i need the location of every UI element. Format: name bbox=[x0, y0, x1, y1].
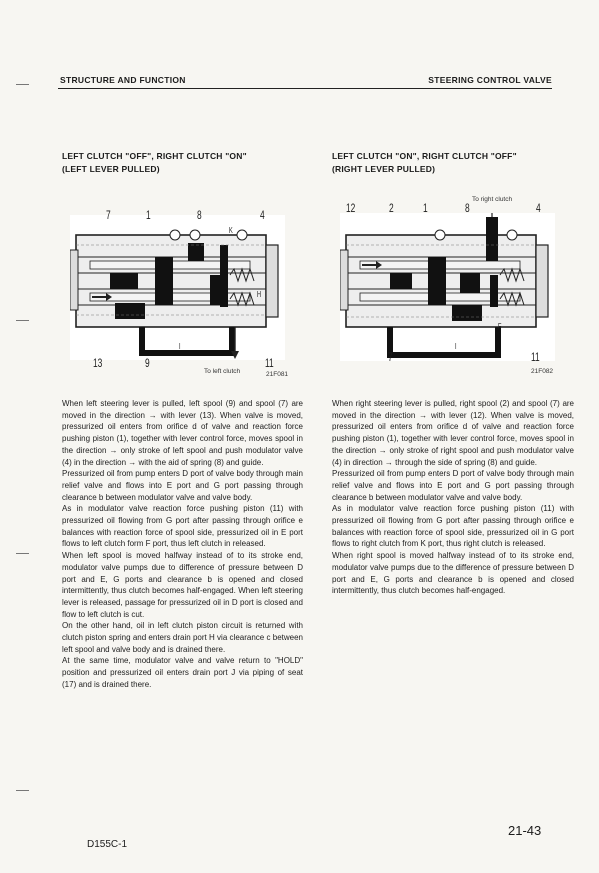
callout-8: 8 bbox=[197, 208, 202, 222]
callout-13: 13 bbox=[93, 356, 103, 370]
header-rule bbox=[58, 88, 552, 89]
paragraph: Pressurized oil from pump enters D port of valve body through main relief valve and flows into E port and G port passing through clearance b between modulator valve and valve body. bbox=[332, 469, 574, 502]
callout-12: 12 bbox=[346, 201, 356, 215]
page-number: 21-43 bbox=[508, 823, 542, 838]
paragraph: As in modulator valve reaction force pushing piston (11) with pressurized oil flowing from G port after passing through orifice e balances with reaction force of spool side, pressurized oil in E port flows to left clutch form F port, thus left clutch in released. bbox=[62, 504, 303, 549]
port-i-label-right: I bbox=[455, 342, 457, 351]
callout-8-right: 8 bbox=[465, 201, 470, 215]
paragraph: When left spool is moved halfway instead of to its stroke end, modulator valve pumps due to difference of pressure between D port and E, G ports and clearance b is opened and closed intermittently, thus clutch becomes half-engaged. When left steering lever is released, passage for pressurized oil in D port is closed and flow to left clutch is cut. bbox=[62, 551, 303, 619]
paragraph: When right steering lever is pulled, right spool (2) and spool (7) are moved in the direction → with lever (12). When valve is moved, pressurized oil enters from orifice d of valve and reaction force pushing piston (1), together with lever control force, moves spool in the direction → only stroke of right spool and push modulator valve (4) in direction → through the side of spring (8) and guide. bbox=[332, 399, 574, 467]
margin-mark bbox=[16, 84, 29, 85]
to-left-clutch-label: To left clutch bbox=[204, 368, 241, 375]
callout-7: 7 bbox=[106, 208, 111, 222]
right-description bbox=[332, 398, 574, 597]
left-description bbox=[62, 398, 303, 691]
port-h-label: H bbox=[257, 290, 262, 299]
callout-1: 1 bbox=[146, 208, 151, 222]
port-i-label: I bbox=[179, 342, 181, 351]
right-figure-title: LEFT CLUTCH "ON", RIGHT CLUTCH "OFF" (RIGHT LEVER PULLED) bbox=[332, 151, 517, 174]
port-k-label: K bbox=[229, 226, 233, 235]
margin-mark bbox=[16, 790, 29, 791]
left-figure-title: LEFT CLUTCH "OFF", RIGHT CLUTCH "ON" (LEFT LEVER PULLED) bbox=[62, 151, 247, 174]
paragraph: When right spool is moved halfway instead of to its stroke end, modulator valve pumps due to the difference of pressure between D port and E, G ports and clearance b is opened and closed intermittently, thus clutch becomes half-engaged. bbox=[332, 551, 574, 596]
paragraph: When left steering lever is pulled, left spool (9) and spool (7) are moved in the direction → with lever (13). When valve is moved, pressurized oil enters from orifice d of valve and reaction force pushing piston (1), together with lever control force, moves spool in the direction → only stroke of left spool and push modulator valve (4) in the direction → with the aid of spring (8) and guide. bbox=[62, 399, 303, 467]
component-title: STEERING CONTROL VALVE bbox=[428, 75, 552, 85]
callout-2: 2 bbox=[389, 201, 394, 215]
callout-11: 11 bbox=[265, 356, 274, 370]
margin-mark bbox=[16, 320, 29, 321]
right-valve-diagram bbox=[340, 213, 555, 361]
paragraph: At the same time, modulator valve and valve return to "HOLD" position and pressurized oil enters drain port J via piping of seat (17) and is drained there. bbox=[62, 656, 303, 689]
callout-4-right: 4 bbox=[536, 201, 541, 215]
left-valve-diagram bbox=[70, 215, 285, 360]
callout-11-right: 11 bbox=[531, 350, 540, 364]
section-title: STRUCTURE AND FUNCTION bbox=[60, 75, 186, 85]
margin-mark bbox=[16, 553, 29, 554]
paragraph: On the other hand, oil in left clutch piston circuit is returned with clutch piston spring and enters drain port H via clearance c between left spool and valve body and is drained there. bbox=[62, 621, 303, 654]
callout-1-right: 1 bbox=[423, 201, 428, 215]
figure-id-right: 21F082 bbox=[531, 368, 554, 375]
paragraph: As in modulator valve reaction force pushing piston (11) with pressurized oil flowing from G port after passing through orifice e balances with reaction force of spool side, pressurized oil in G port flows to right clutch from K port, thus right clutch is released. bbox=[332, 504, 574, 549]
figure-id-left: 21F081 bbox=[266, 371, 289, 378]
callout-9: 9 bbox=[145, 356, 150, 370]
callout-7-right: 7 bbox=[388, 350, 393, 364]
callout-4: 4 bbox=[260, 208, 265, 222]
to-right-clutch-label: To right clutch bbox=[472, 196, 513, 203]
paragraph: Pressurized oil from pump enters D port of valve body through main relief valve and flows into E port and G port passing through clearance b between modulator valve and valve body. bbox=[62, 469, 303, 502]
model-number: D155C-1 bbox=[87, 839, 128, 850]
port-f-label: F bbox=[498, 322, 502, 331]
